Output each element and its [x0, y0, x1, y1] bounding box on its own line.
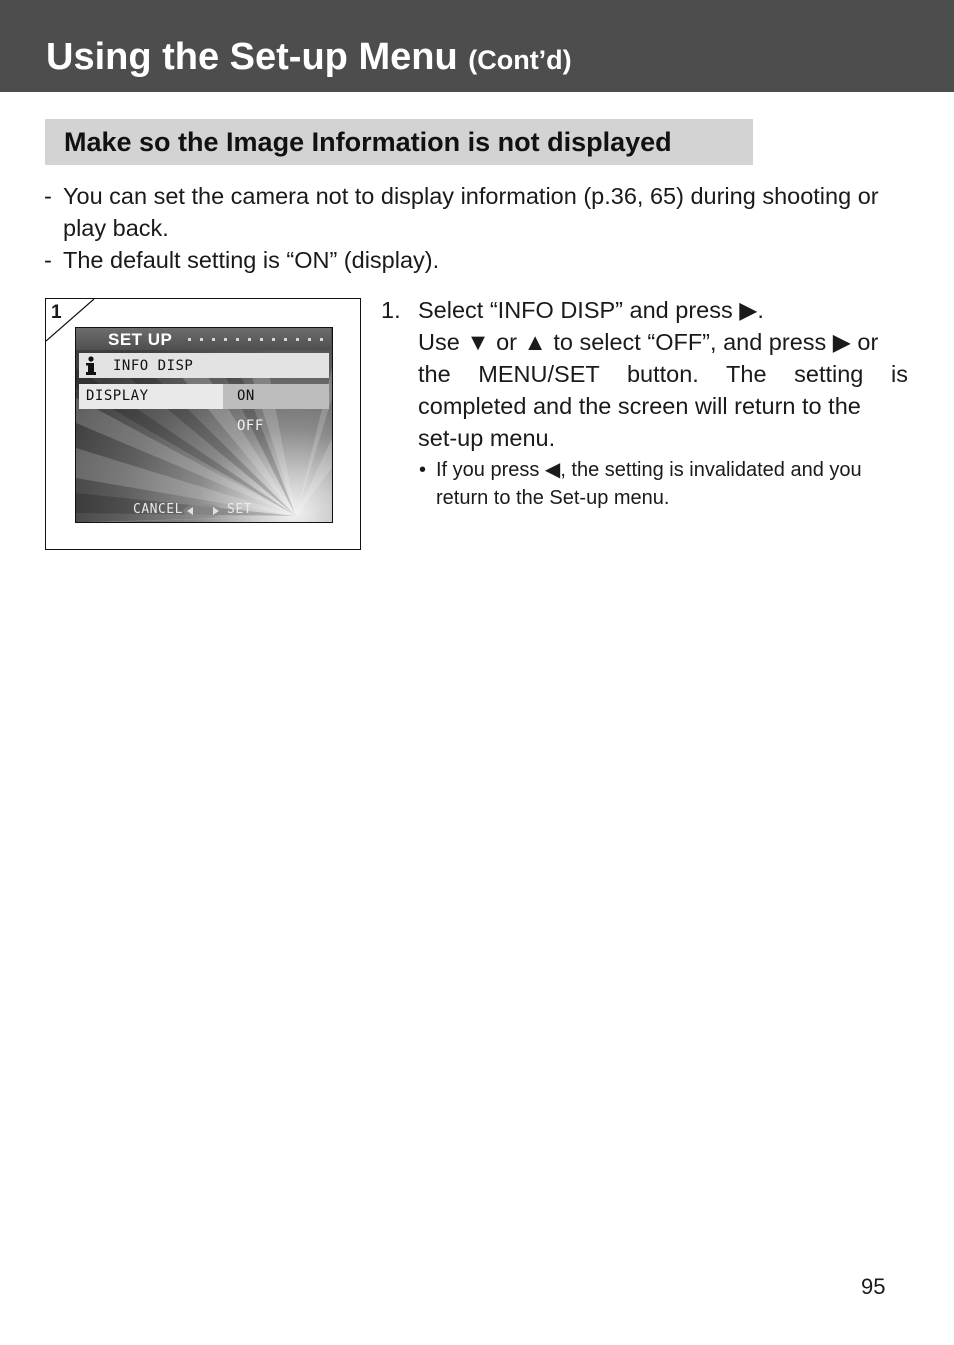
lcd-setting-label: DISPLAY [86, 388, 149, 404]
lcd-option-off[interactable]: OFF [237, 418, 264, 434]
step-line: set-up menu. [418, 425, 556, 451]
intro-item [44, 244, 910, 276]
lcd-title: SET UP [108, 330, 173, 349]
lcd-set-label: SET [227, 502, 252, 517]
info-icon [85, 356, 97, 376]
intro-item [44, 180, 910, 244]
note-bullet: • [419, 459, 427, 481]
intro-item-marker: - [44, 247, 52, 273]
step-line: Use ▼ or ▲ to select “OFF”, and press ▶ or [418, 329, 879, 355]
camera-lcd-screen [75, 327, 333, 523]
step-line: completed and the screen will return to the [418, 393, 861, 419]
lcd-nav-arrows-icon [181, 503, 225, 519]
page-number: 95 [861, 1274, 886, 1299]
intro-item-text: You can set the camera not to display information (p.36, 65) during shooting or play back. [63, 183, 879, 241]
step-instruction [418, 294, 908, 454]
step-number: 1. [381, 297, 401, 323]
lcd-progress-dots [188, 337, 328, 343]
step-line: the MENU/SET button. The setting is [418, 361, 908, 387]
page-title-continued: (Cont’d) [468, 45, 572, 75]
lcd-option-on[interactable]: ON [237, 388, 255, 404]
lcd-title-bar [76, 328, 331, 350]
page-title [46, 34, 572, 83]
intro-item-text: The default setting is “ON” (display). [63, 247, 440, 273]
intro-item-marker: - [44, 183, 52, 209]
page-title-text: Using the Set-up Menu [46, 36, 458, 78]
step-figure [45, 298, 361, 550]
lcd-menu-item-label: INFO DISP [113, 358, 194, 374]
section-title: Make so the Image Information is not displayed [64, 127, 672, 157]
note-text: If you press ◀, the setting is invalidated and you return to the Set-up menu. [436, 459, 862, 509]
step-line: Select “INFO DISP” and press ▶. [418, 297, 764, 323]
intro-list [44, 180, 910, 276]
section-heading-bar [45, 119, 753, 165]
page-header [0, 0, 954, 92]
step-note [419, 456, 909, 512]
figure-number: 1 [51, 302, 62, 323]
lcd-cancel-label: CANCEL [133, 502, 183, 517]
